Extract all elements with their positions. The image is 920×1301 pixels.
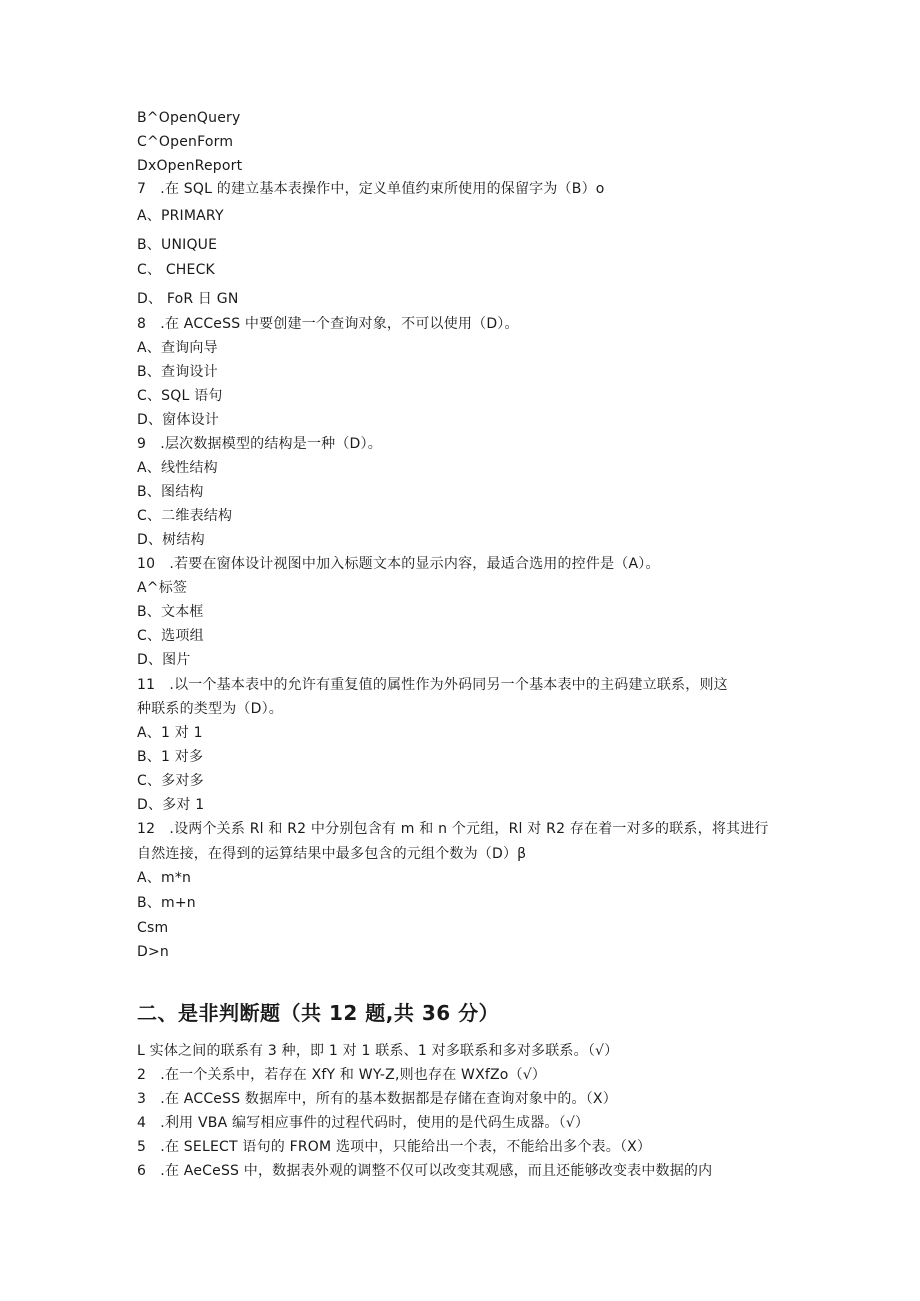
text-line: C^OpenForm bbox=[137, 134, 234, 150]
text-line: D、树结构 bbox=[137, 532, 205, 548]
text-line: 7 .在 SQL 的建立基本表操作中，定义单值约束所使用的保留字为（B）o bbox=[137, 181, 605, 197]
text-line: C、SQL 语句 bbox=[137, 388, 223, 404]
text-line: C、选项组 bbox=[137, 628, 204, 644]
text-line: 自然连接，在得到的运算结果中最多包含的元组个数为（D）β bbox=[137, 846, 527, 862]
text-line: D、窗体设计 bbox=[137, 412, 219, 428]
text-line: B、查询设计 bbox=[137, 364, 218, 380]
text-line: 12 .设两个关系 Rl 和 R2 中分别包含有 m 和 n 个元组，Rl 对 R2 存在着一对多的联系，将其进行 bbox=[137, 821, 769, 837]
judgement-line: 6 .在 AeCeSS 中，数据表外观的调整不仅可以改变其观感，而且还能够改变表中数据的内 bbox=[137, 1163, 713, 1179]
text-line: B^OpenQuery bbox=[137, 110, 241, 126]
text-line: 8 .在 ACCeSS 中要创建一个查询对象，不可以使用（D）。 bbox=[137, 316, 519, 332]
text-line: D>n bbox=[137, 944, 169, 960]
text-line: A、PRIMARY bbox=[137, 208, 224, 224]
text-line: 9 .层次数据模型的结构是一种（D）。 bbox=[137, 436, 382, 452]
judgement-line: 4 .利用 VBA 编写相应事件的过程代码时，使用的是代码生成器。（√） bbox=[137, 1115, 590, 1131]
judgement-line: 5 .在 SELECT 语句的 FROM 选项中，只能给出一个表，不能给出多个表。（X） bbox=[137, 1139, 652, 1155]
text-line: C、二维表结构 bbox=[137, 508, 233, 524]
text-line: DxOpenReport bbox=[137, 158, 243, 174]
judgement-line: 2 .在一个关系中，若存在 XfY 和 WY-Z,则也存在 WXfZo（√） bbox=[137, 1067, 547, 1083]
judgement-line: L 实体之间的联系有 3 种，即 1 对 1 联系、1 对多联系和多对多联系。（√） bbox=[137, 1043, 619, 1059]
text-line: B、UNIQUE bbox=[137, 237, 218, 253]
text-line: 11 .以一个基本表中的允许有重复值的属性作为外码同另一个基本表中的主码建立联系，则这 bbox=[137, 677, 728, 693]
judgement-line: 3 .在 ACCeSS 数据库中，所有的基本数据都是存储在查询对象中的。（X） bbox=[137, 1091, 617, 1107]
text-line: C、多对多 bbox=[137, 773, 204, 789]
text-line: A、线性结构 bbox=[137, 460, 218, 476]
text-line: A、1 对 1 bbox=[137, 725, 203, 741]
text-line: Csm bbox=[137, 920, 169, 936]
text-line: C、 CHECK bbox=[137, 262, 215, 278]
text-line: B、m+n bbox=[137, 895, 196, 911]
text-line: A^标签 bbox=[137, 580, 188, 596]
text-line: D、 FoR 日 GN bbox=[137, 291, 239, 307]
text-line: D、图片 bbox=[137, 652, 191, 668]
section-heading: 二、是非判断题（共 12 题,共 36 分） bbox=[137, 1001, 500, 1025]
text-line: B、图结构 bbox=[137, 484, 204, 500]
text-line: B、1 对多 bbox=[137, 749, 204, 765]
text-line: A、查询向导 bbox=[137, 340, 218, 356]
text-line: D、多对 1 bbox=[137, 797, 205, 813]
text-line: A、m*n bbox=[137, 870, 192, 886]
text-line: B、文本框 bbox=[137, 604, 204, 620]
text-line: 10 .若要在窗体设计视图中加入标题文本的显示内容，最适合选用的控件是（A）。 bbox=[137, 556, 660, 572]
text-line: 种联系的类型为（D）。 bbox=[137, 701, 283, 717]
